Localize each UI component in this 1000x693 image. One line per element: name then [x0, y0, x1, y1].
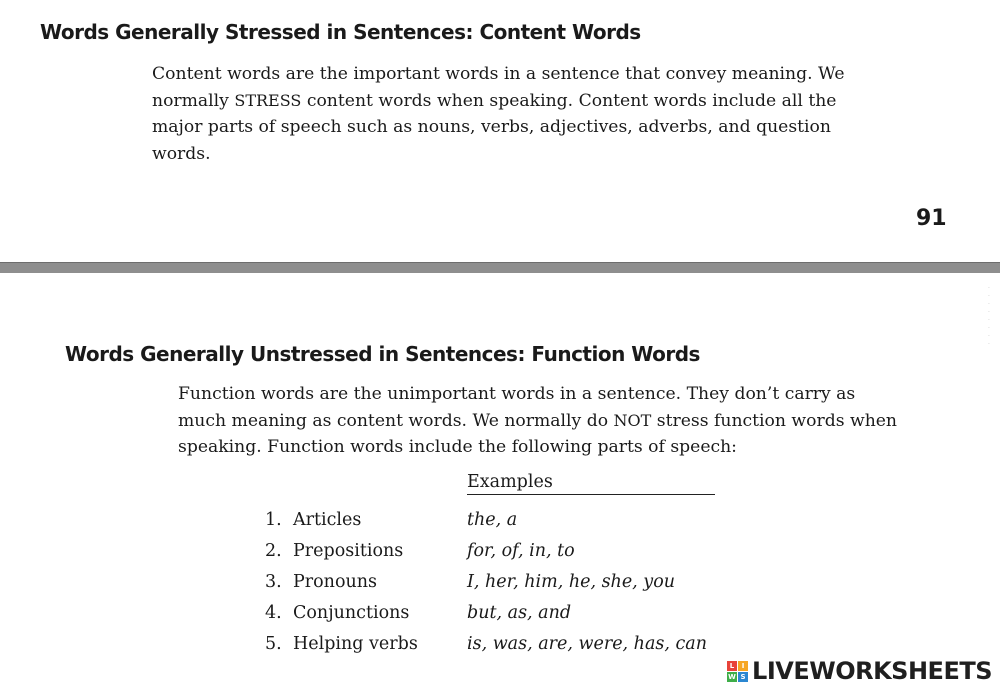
paragraph-text: much meaning as content words. We normally do — [178, 410, 614, 431]
item-number: 4. — [265, 603, 282, 623]
logo-tile: L — [727, 661, 737, 671]
item-label: Pronouns — [293, 572, 378, 592]
item-label: Prepositions — [293, 541, 404, 561]
item-examples: for, of, in, to — [467, 541, 575, 561]
item-examples: the, a — [467, 510, 518, 530]
paragraph-line — [152, 88, 845, 115]
content-words-heading: Words Generally Stressed in Sentences: Content Words — [40, 20, 641, 44]
emphasis-stress: STRESS — [234, 90, 302, 110]
liveworksheets-logo-icon — [727, 661, 748, 682]
page-top — [0, 0, 1000, 262]
item-examples: but, as, and — [467, 603, 572, 623]
paragraph-line: Function words are the unimportant words in a sentence. They don’t carry as — [178, 384, 856, 404]
liveworksheets-watermark — [727, 655, 992, 687]
content-words-paragraph — [152, 61, 845, 167]
item-number: 2. — [265, 541, 282, 561]
paragraph-line: major parts of speech such as nouns, verbs, adjectives, adverbs, and question — [152, 117, 831, 137]
function-words-paragraph — [178, 381, 897, 461]
paragraph-line: words. — [152, 143, 211, 164]
margin-marks: · · · · · · · · — [988, 285, 990, 348]
paragraph-line: speaking. Function words include the following parts of speech: — [178, 437, 737, 457]
paragraph-line — [178, 408, 897, 435]
paragraph-line: Content words are the important words in a sentence that convey meaning. We — [152, 64, 845, 84]
logo-tile: I — [738, 661, 748, 671]
paragraph-text: content words when speaking. Content words include all the — [301, 90, 837, 111]
function-words-heading: Words Generally Unstressed in Sentences: Function Words — [65, 342, 700, 366]
list-item — [265, 572, 676, 600]
list-item — [265, 510, 518, 538]
item-label: Helping verbs — [293, 634, 418, 654]
list-item — [265, 603, 572, 631]
item-number: 3. — [265, 572, 282, 592]
list-item — [265, 541, 575, 569]
item-examples: is, was, are, were, has, can — [467, 634, 708, 654]
item-label: Articles — [293, 510, 362, 530]
logo-tile: S — [738, 672, 748, 682]
logo-tile: W — [728, 672, 736, 681]
examples-header: Examples — [467, 472, 715, 495]
watermark-text: LIVEWORKSHEETS — [752, 657, 992, 685]
paragraph-text: normally — [152, 90, 235, 111]
emphasis-not: NOT — [613, 410, 652, 430]
paragraph-text: stress function words when — [651, 410, 898, 431]
item-examples: I, her, him, he, she, you — [467, 572, 676, 592]
page-number: 91 — [916, 206, 947, 231]
item-label: Conjunctions — [293, 603, 410, 623]
list-item — [265, 634, 708, 662]
item-number: 1. — [265, 510, 282, 530]
item-number: 5. — [265, 634, 282, 654]
